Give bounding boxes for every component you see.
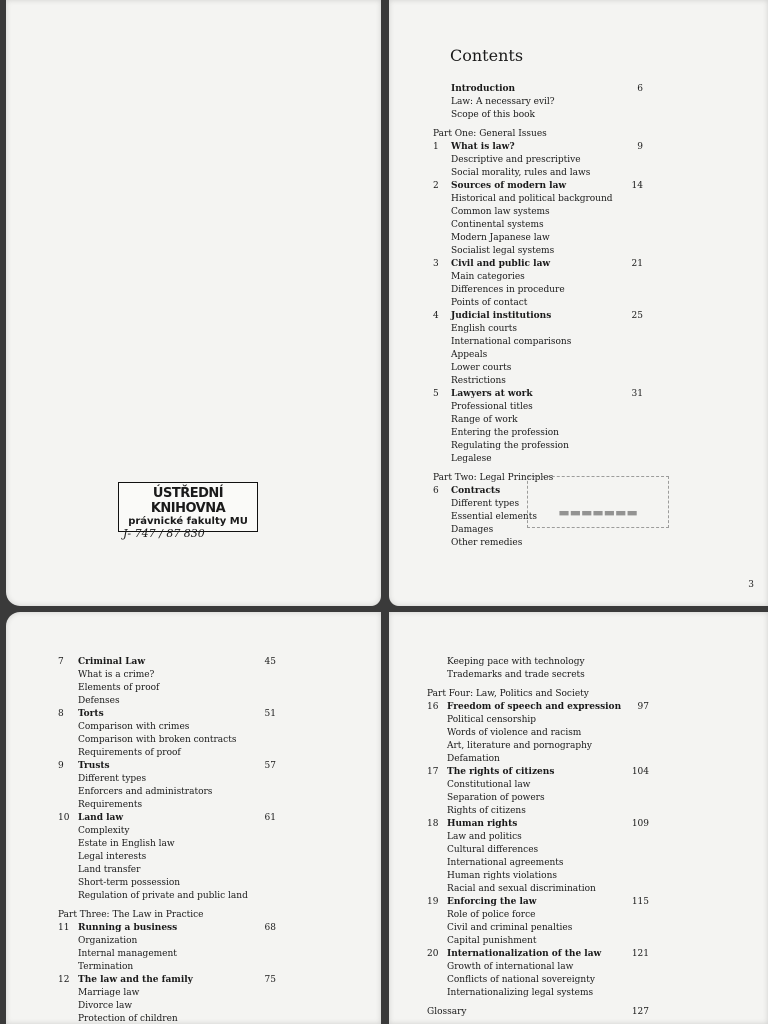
toc-subentry [58, 890, 276, 903]
entry-title: Sources of modern law [451, 181, 567, 191]
entry-title: Freedom of speech and expression [447, 702, 622, 712]
entry-page-number: 61 [264, 813, 276, 823]
entry-title: Capital punishment [447, 936, 537, 946]
entry-title: Criminal Law [78, 657, 146, 667]
entry-page-number: 25 [631, 311, 643, 321]
toc-subentry [433, 440, 643, 453]
entry-page-number: 6 [637, 84, 643, 94]
entry-title: Organization [78, 936, 138, 946]
entry-title: Historical and political background [451, 194, 613, 204]
entry-title: Comparison with crimes [78, 722, 190, 732]
entry-title: Marriage law [78, 988, 140, 998]
entry-title: Trusts [78, 761, 110, 771]
toc-chapter-row [427, 701, 649, 714]
entry-page-number: 14 [631, 181, 643, 191]
chapter-number: 2 [433, 181, 439, 191]
toc-part-heading [427, 1006, 649, 1019]
entry-title: Civil and criminal penalties [447, 923, 573, 933]
entry-title: Civil and public law [451, 259, 551, 269]
chapter-number: 10 [58, 813, 70, 823]
entry-title: The law and the family [78, 975, 193, 985]
toc-subentry [58, 961, 276, 974]
stamp-line-1: ÚSTŘEDNÍ KNIHOVNA [150, 486, 226, 516]
toc-subentry [427, 714, 649, 727]
chapter-number: 1 [433, 142, 439, 152]
chapter-number: 6 [433, 486, 439, 496]
toc-subentry [433, 206, 643, 219]
entry-title: Racial and sexual discrimination [447, 884, 596, 894]
toc-subentry [433, 336, 643, 349]
toc-subentry [58, 773, 276, 786]
toc-chapter-row [58, 656, 276, 669]
entry-title: Regulating the profession [451, 441, 569, 451]
entry-title: Art, literature and pornography [447, 741, 592, 751]
entry-title: Internal management [78, 949, 177, 959]
entry-title: Elements of proof [78, 683, 160, 693]
entry-title: Essential elements [451, 512, 537, 522]
toc-subentry [433, 537, 643, 550]
toc-subentry [427, 909, 649, 922]
stamp-line-2: právnické fakulty MU [128, 516, 248, 527]
entry-title: What is law? [451, 142, 515, 152]
entry-title: Running a business [78, 923, 178, 933]
toc-subentry [58, 669, 276, 682]
toc-subentry [58, 786, 276, 799]
toc-subentry [433, 167, 643, 180]
entry-page-number: 97 [637, 702, 649, 712]
entry-page-number: 115 [631, 897, 649, 907]
entry-title: Estate in English law [78, 839, 175, 849]
toc-subentry [427, 669, 649, 682]
entry-title: Damages [451, 525, 494, 535]
entry-title: Legalese [451, 454, 492, 464]
toc-part-heading [427, 688, 649, 701]
toc-subentry [427, 727, 649, 740]
entry-title: Continental systems [451, 220, 544, 230]
toc-chapter-row [427, 948, 649, 961]
toc-chapter-row [433, 180, 643, 193]
chapter-number: 5 [433, 389, 439, 399]
toc-subentry [433, 96, 643, 109]
entry-title: English courts [451, 324, 517, 334]
entry-title: Enforcing the law [447, 897, 537, 907]
entry-title: What is a crime? [78, 670, 155, 680]
toc-chapter-row [433, 388, 643, 401]
entry-title: Protection of children [78, 1014, 178, 1024]
toc-subentry [58, 851, 276, 864]
entry-title: Socialist legal systems [451, 246, 555, 256]
toc-subentry [58, 747, 276, 760]
entry-title: Part Four: Law, Politics and Society [427, 689, 589, 699]
entry-title: Constitutional law [447, 780, 531, 790]
entry-page-number: 109 [631, 819, 649, 829]
toc-subentry [58, 799, 276, 812]
entry-title: Main categories [451, 272, 525, 282]
toc-subentry [427, 844, 649, 857]
entry-title: Different types [451, 499, 520, 509]
entry-title: Comparison with broken contracts [78, 735, 237, 745]
toc-subentry [58, 838, 276, 851]
entry-title: Role of police force [447, 910, 536, 920]
faded-stamp-mark: ▬▬▬▬▬▬▬ [527, 476, 669, 528]
entry-title: Part Two: Legal Principles [433, 473, 554, 483]
entry-title: Social morality, rules and laws [451, 168, 591, 178]
entry-title: Enforcers and administrators [78, 787, 213, 797]
toc-chapter-row [58, 922, 276, 935]
toc-subentry [427, 792, 649, 805]
entry-page-number: 75 [264, 975, 276, 985]
contents-page [389, 0, 768, 606]
entry-title: Internationalization of the law [447, 949, 602, 959]
entry-title: Internationalizing legal systems [447, 988, 594, 998]
entry-title: Lawyers at work [451, 389, 533, 399]
right-page-bottom [389, 612, 768, 1024]
toc-subentry [433, 362, 643, 375]
toc-chapter-row [427, 818, 649, 831]
entry-page-number: 51 [264, 709, 276, 719]
entry-title: Part Three: The Law in Practice [58, 910, 204, 920]
toc-subentry [433, 109, 643, 122]
toc-subentry [58, 721, 276, 734]
entry-title: Professional titles [451, 402, 533, 412]
toc-chapter-row [433, 310, 643, 323]
toc-part-heading [433, 128, 643, 141]
entry-page-number: 9 [637, 142, 643, 152]
chapter-number: 20 [427, 949, 439, 959]
chapter-number: 3 [433, 259, 439, 269]
toc-subentry [427, 805, 649, 818]
entry-title: Restrictions [451, 376, 506, 386]
toc-list-3 [427, 656, 649, 1019]
entry-title: Cultural differences [447, 845, 539, 855]
toc-subentry [427, 753, 649, 766]
chapter-number: 9 [58, 761, 64, 771]
entry-title: Scope of this book [451, 110, 536, 120]
chapter-number: 17 [427, 767, 439, 777]
entry-page-number: 68 [264, 923, 276, 933]
entry-title: Defamation [447, 754, 500, 764]
toc-chapter-row [433, 83, 643, 96]
entry-page-number: 127 [631, 1007, 649, 1017]
chapter-number: 19 [427, 897, 439, 907]
toc-subentry [58, 987, 276, 1000]
toc-subentry [427, 922, 649, 935]
toc-subentry [433, 193, 643, 206]
toc-subentry [433, 349, 643, 362]
toc-subentry [427, 779, 649, 792]
entry-title: Rights of citizens [447, 806, 526, 816]
entry-title: Political censorship [447, 715, 537, 725]
toc-subentry [433, 427, 643, 440]
entry-title: Requirements [78, 800, 143, 810]
entry-title: Descriptive and prescriptive [451, 155, 581, 165]
toc-chapter-row [58, 708, 276, 721]
entry-title: Modern Japanese law [451, 233, 550, 243]
entry-title: Regulation of private and public land [78, 891, 248, 901]
entry-title: Termination [78, 962, 134, 972]
entry-title: Lower courts [451, 363, 512, 373]
entry-title: Short-term possession [78, 878, 181, 888]
toc-subentry [58, 864, 276, 877]
toc-subentry [427, 740, 649, 753]
toc-chapter-row [433, 258, 643, 271]
toc-chapter-row [427, 896, 649, 909]
entry-title: International comparisons [451, 337, 572, 347]
toc-chapter-row [433, 141, 643, 154]
page-number: 3 [748, 580, 754, 590]
toc-subentry [58, 877, 276, 890]
toc-subentry [58, 825, 276, 838]
toc-chapter-row [427, 766, 649, 779]
toc-subentry [427, 870, 649, 883]
entry-page-number: 57 [264, 761, 276, 771]
entry-title: Divorce law [78, 1001, 133, 1011]
toc-chapter-row [58, 974, 276, 987]
library-stamp [118, 482, 258, 540]
left-page-top [6, 0, 381, 606]
entry-title: Separation of powers [447, 793, 545, 803]
toc-subentry [433, 271, 643, 284]
entry-title: Complexity [78, 826, 130, 836]
entry-title: Trademarks and trade secrets [447, 670, 585, 680]
entry-title: Legal interests [78, 852, 147, 862]
entry-title: Differences in procedure [451, 285, 565, 295]
entry-title: Land transfer [78, 865, 141, 875]
toc-subentry [433, 219, 643, 232]
toc-subentry [58, 948, 276, 961]
toc-subentry [427, 831, 649, 844]
toc-subentry [427, 857, 649, 870]
entry-title: Appeals [451, 350, 488, 360]
entry-title: Human rights violations [447, 871, 557, 881]
toc-subentry [427, 974, 649, 987]
entry-title: Conflicts of national sovereignty [447, 975, 595, 985]
toc-part-heading [58, 909, 276, 922]
chapter-number: 18 [427, 819, 439, 829]
entry-title: Human rights [447, 819, 518, 829]
entry-title: Contracts [451, 486, 501, 496]
toc-subentry [58, 1000, 276, 1013]
entry-title: Common law systems [451, 207, 550, 217]
entry-title: Keeping pace with technology [447, 657, 585, 667]
entry-title: Torts [78, 709, 104, 719]
toc-subentry [58, 682, 276, 695]
entry-title: Range of work [451, 415, 518, 425]
toc-subentry [433, 414, 643, 427]
entry-title: The rights of citizens [447, 767, 555, 777]
toc-subentry [427, 883, 649, 896]
toc-subentry [58, 695, 276, 708]
toc-subentry [433, 297, 643, 310]
chapter-number: 8 [58, 709, 64, 719]
contents-title: Contents [450, 46, 524, 65]
chapter-number: 12 [58, 975, 70, 985]
toc-subentry [433, 232, 643, 245]
entry-title: Defenses [78, 696, 120, 706]
entry-title: Points of contact [451, 298, 528, 308]
toc-subentry [58, 935, 276, 948]
entry-page-number: 21 [631, 259, 643, 269]
entry-page-number: 121 [631, 949, 649, 959]
toc-subentry [433, 323, 643, 336]
toc-subentry [433, 154, 643, 167]
entry-title: Introduction [451, 84, 516, 94]
toc-subentry [433, 375, 643, 388]
toc-subentry [433, 284, 643, 297]
entry-title: Words of violence and racism [447, 728, 582, 738]
entry-page-number: 104 [631, 767, 649, 777]
entry-title: Law and politics [447, 832, 522, 842]
toc-list-2 [58, 656, 276, 1024]
entry-title: Requirements of proof [78, 748, 181, 758]
entry-title: Judicial institutions [451, 311, 552, 321]
entry-title: Entering the profession [451, 428, 559, 438]
left-page-bottom [6, 612, 381, 1024]
entry-title: Other remedies [451, 538, 523, 548]
chapter-number: 11 [58, 923, 70, 933]
toc-chapter-row [58, 812, 276, 825]
chapter-number: 4 [433, 311, 439, 321]
toc-subentry [427, 656, 649, 669]
chapter-number: 16 [427, 702, 439, 712]
toc-subentry [433, 245, 643, 258]
toc-subentry [433, 453, 643, 466]
entry-page-number: 31 [631, 389, 643, 399]
stamp-line-3: J- 747 / 87 830 [123, 527, 205, 540]
entry-title: Growth of international law [447, 962, 574, 972]
entry-title: Law: A necessary evil? [451, 97, 555, 107]
toc-subentry [427, 935, 649, 948]
chapter-number: 7 [58, 657, 64, 667]
entry-title: Part One: General Issues [433, 129, 547, 139]
entry-title: Glossary [427, 1007, 467, 1017]
toc-chapter-row [58, 760, 276, 773]
toc-subentry [58, 734, 276, 747]
entry-page-number: 45 [264, 657, 276, 667]
toc-subentry [433, 401, 643, 414]
entry-title: International agreements [447, 858, 564, 868]
entry-title: Land law [78, 813, 124, 823]
toc-subentry [427, 961, 649, 974]
toc-subentry [427, 987, 649, 1000]
entry-title: Different types [78, 774, 147, 784]
toc-subentry [58, 1013, 276, 1024]
